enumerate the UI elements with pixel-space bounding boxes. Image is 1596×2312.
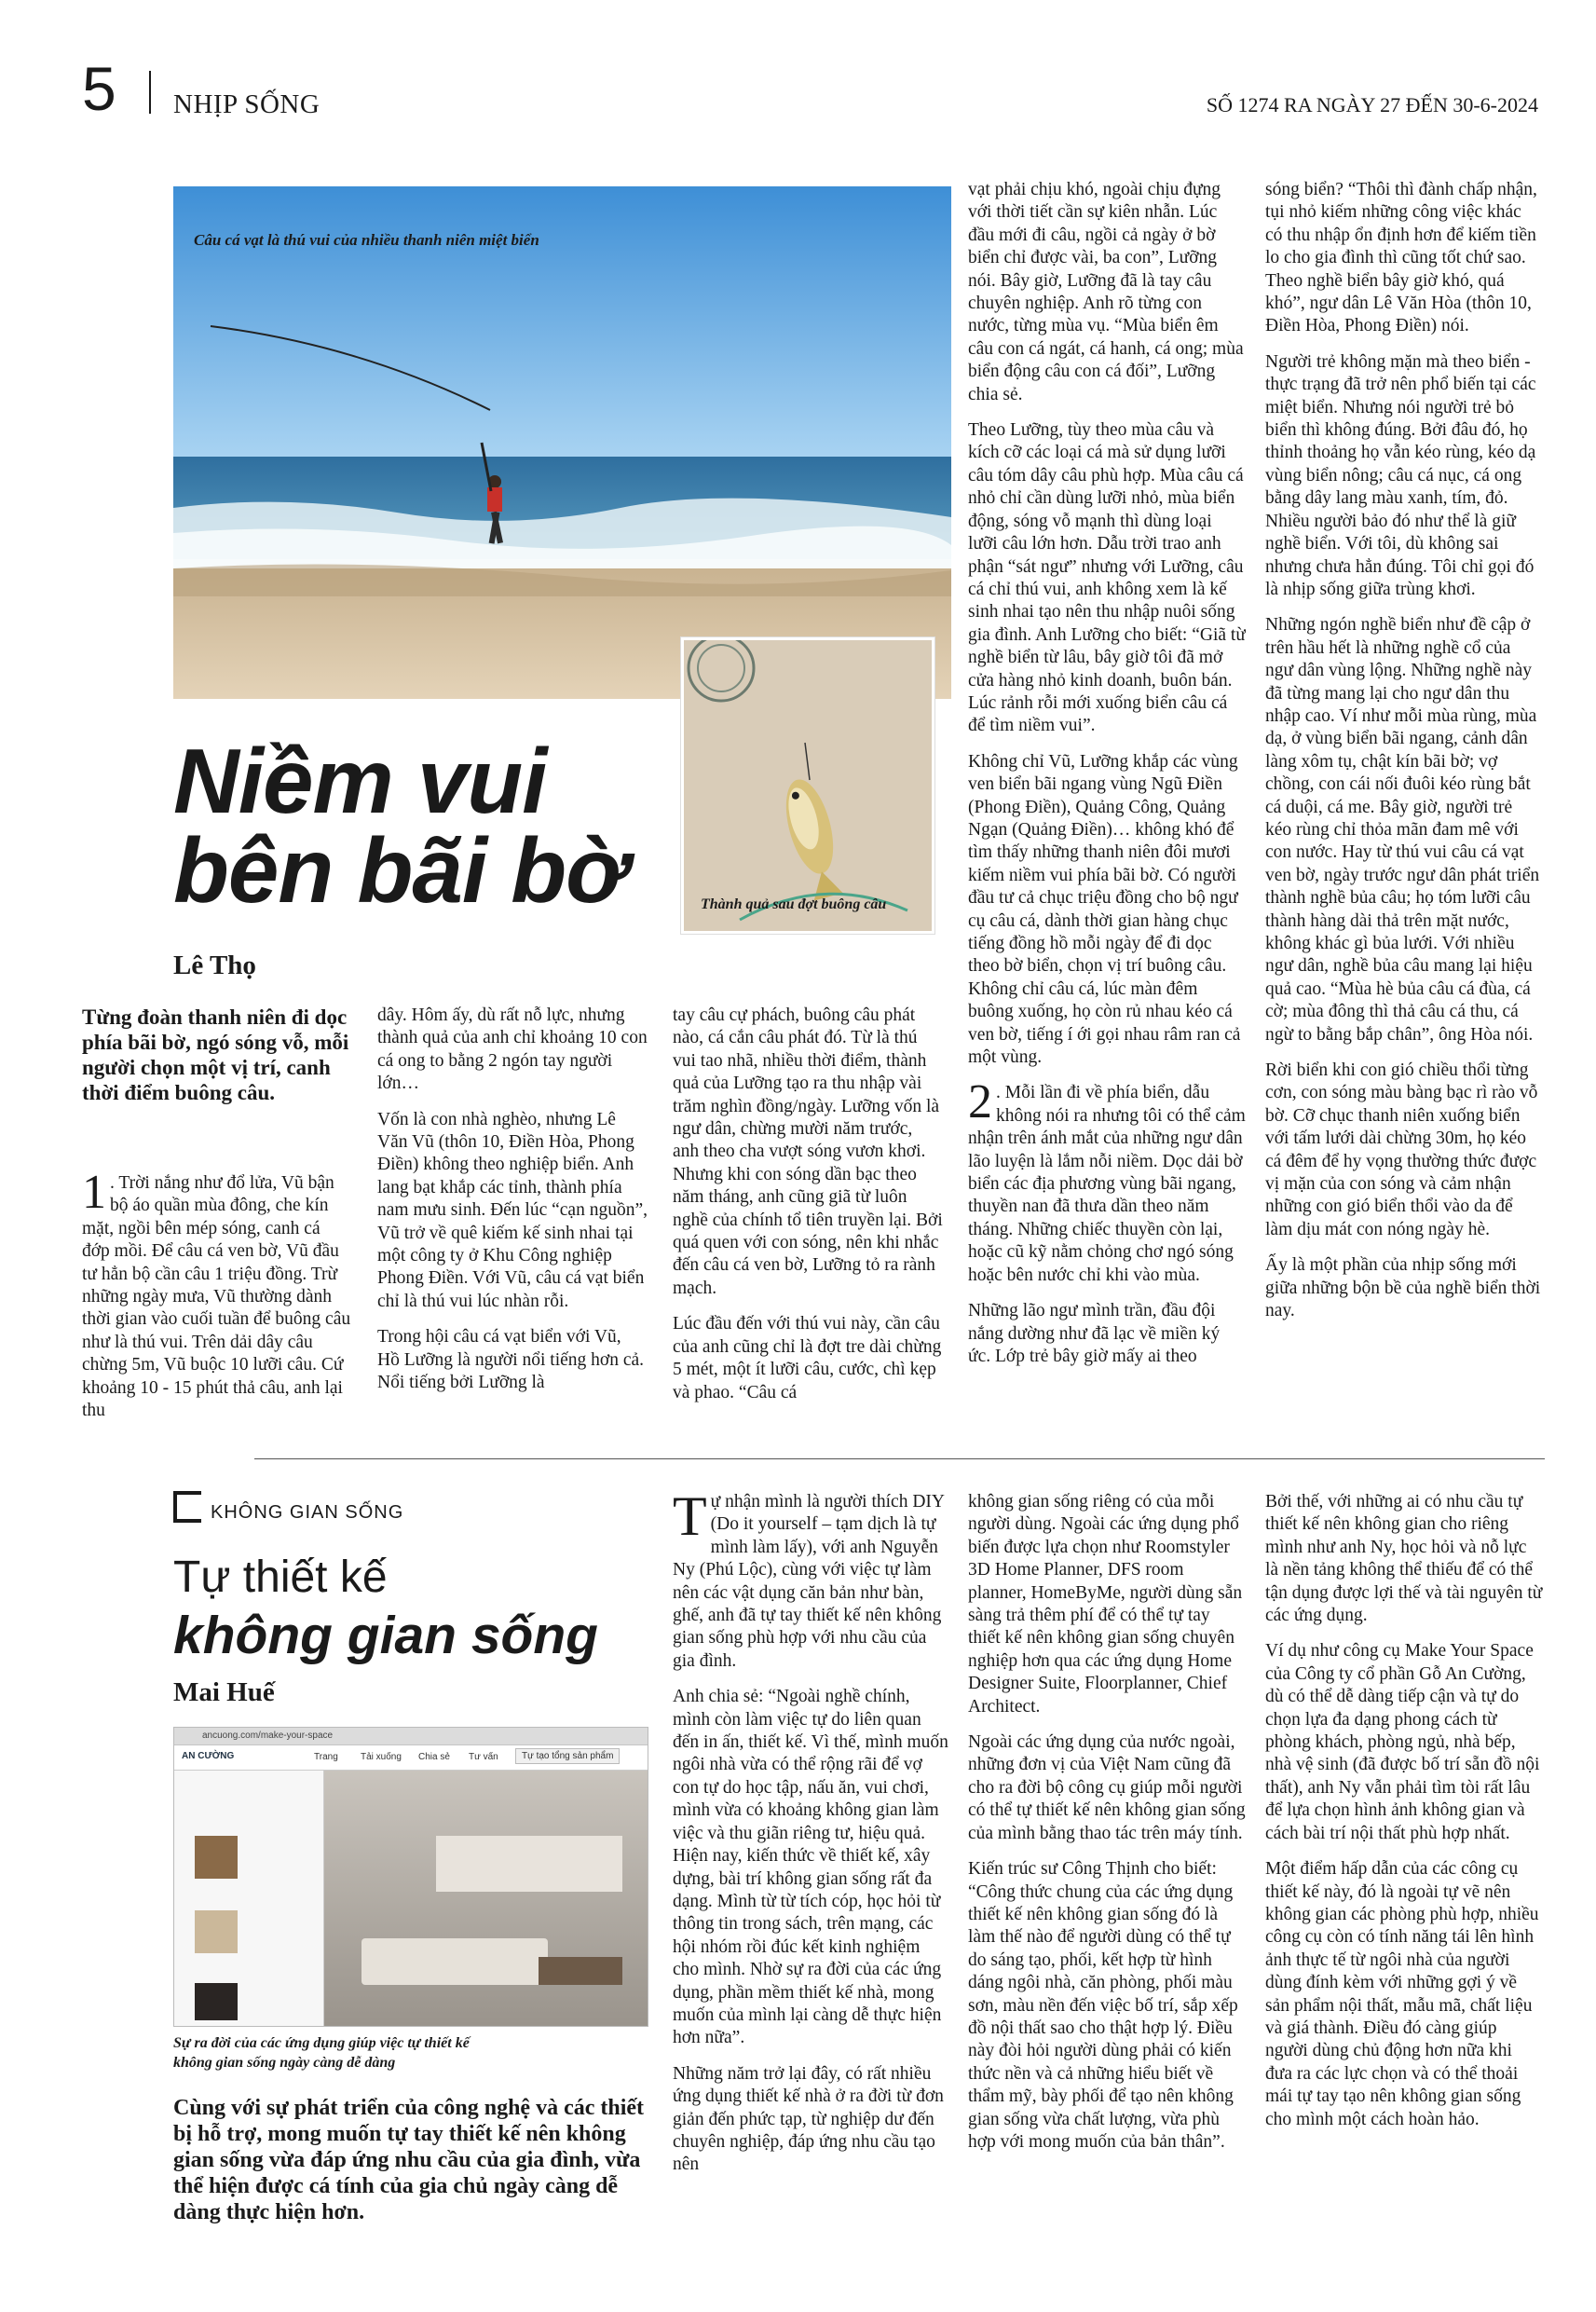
section-number-1: 1 (82, 1172, 106, 1219)
section-label: KHÔNG GIAN SỐNG (211, 1502, 404, 1523)
tab-create[interactable]: Tự tạo tổng sản phẩm (515, 1748, 620, 1764)
coffee-table (539, 1957, 622, 1985)
wood-swatch-3[interactable] (195, 1983, 238, 2020)
material-sidebar (174, 1771, 324, 2026)
article1-column-2: dây. Hôm ấy, dù rất nỗ lực, nhưng thành quả của anh chỉ khoảng 10 con cá ong to bằng 2 ngón tay người lớn… Vốn là con nhà nghèo, nhưng Lê Văn Vũ (thôn 10, Điền Hòa, Phong Điền) không theo nghiệp biển. Anh lang bạt khắp các tỉnh, thành phía nam mưu sinh. Đến lúc “cạn nguồn”, Vũ trở về quê kiếm kế sinh nhai tại một công ty ở Khu Công nghiệp Phong Điền. Với Vũ, câu cá vạt biển chỉ là thú vui lúc nhàn rỗi. Trong hội câu cá vạt biển với Vũ, Hồ Lưỡng là người nổi tiếng hơn cả. Nổi tiếng bởi Lưỡng là (377, 1006, 648, 1393)
article1-column-1: 1 . Trời nắng như đổ lửa, Vũ bận bộ áo quần mùa đông, che kín mặt, ngồi bên mép sóng, canh cá đớp mồi. Để câu cá ven bờ, Vũ đầu tư hẳn bộ cần câu 1 triệu đồng. Trừ những ngày mưa, Vũ thường dành thời gian vào cuối tuần để buông câu như là thú vui. Trên dải dây câu chừng 5m, Vũ buộc 10 lưỡi câu. Cứ khoảng 10 - 15 phút thả câu, anh lại thu (82, 1172, 351, 1421)
room-render-view (324, 1771, 648, 2026)
article-lead: Từng đoàn thanh niên đi dọc phía bãi bờ, ngó sóng vỗ, mỗi người chọn một vị trí, canh thời điểm buông câu. (82, 1006, 349, 1104)
section-label-frame (173, 1491, 201, 1523)
header-divider (149, 71, 151, 114)
wood-swatch-2[interactable] (195, 1910, 238, 1953)
tab-home[interactable]: Trang (314, 1752, 338, 1762)
article1-column-5: sóng biển? “Thôi thì đành chấp nhận, tụi nhỏ kiếm những công việc khác có thu nhập ổn định hơn để kiếm tiền lo cho gia đình thì cũng tốt chứ sao. Theo nghề biển bây giờ khó, quá khó”, ngư dân Lê Văn Hòa (thôn 10, Điền Hòa, Phong Điền) nói. Người trẻ không mặn mà theo biển - thực trạng đã trở nên phổ biến tại các miệt biển. Nhưng nói người trẻ bỏ biển thì không đúng. Bởi đâu đó, họ thỉnh thoảng họ vẫn kéo rùng, kéo dạ vùng biển nông; câu cá nục, cá ong bằng dây lang màu xanh, tím, đỏ. Nhiều người bảo đó như thể là giữ nghề biển. Với tôi, dù không sai nhưng chưa hẳn đúng. Tôi chỉ gọi đó là nhịp sống giữa trùng khơi. Những ngón nghề biển như đề cập ở trên hầu hết là những nghề cổ của ngư dân vùng lộng. Những nghề này đã từng mang lại cho ngư dân thu nhập cao. Ví như mỗi mùa rùng, mùa dạ, ở vùng biển bãi ngang, cảnh dân làng xôm tụ, chật kín bãi bờ; vợ chồng, con cái nối đuôi kéo rùng bắt cá duội, cá me. Bây giờ, người trẻ kéo rùng chỉ thỏa mãn đam mê với con nước. Hay từ thú vui câu cá vạt ven bờ, ngày trước ngư dân phát triển thành nghề bủa câu; họ tóm lưỡi câu thành hàng dài thả trên mặt nước, không khác gì bủa lưới. Với nhiều ngư dân, nghề bủa câu mang lại hiệu quả cao. “Mùa hè bủa câu cá đùa, cá cờ; mùa đông thì thả câu cá thu, cá ngừ to bằng bắp chân”, ông Hòa nói. Rời biển khi con gió chiều thổi từng cơn, con sóng màu bàng bạc rì rào vỗ bờ. Cỡ chục thanh niên xuống biển với tấm lưới dài chừng 30m, họ kéo cá đêm để hy vọng thường thức được vị mặn của con sóng và cảm nhận những con gió biển thổi vào da để làm dịu mát con nóng ngày hè. Ấy là một phần của nhịp sống mới giữa những bộn bề của nghề biển thời nay. (1265, 180, 1541, 1321)
wall-shelves (436, 1836, 622, 1892)
article2-column-3: Tự nhận mình là người thích DIY (Do it yourself – tạm dịch là tự mình làm lấy), với anh Nguyễn Ny (Phú Lộc), cùng với việc tự làm nên các vật dụng căn bản như bàn, ghế, anh đã tự tay thiết kế nên không gian sống phù hợp với nhu cầu của gia đình. Anh chia sẻ: “Ngoài nghề chính, mình còn làm việc tự do liên quan đến in ấn, thiết kế. Vì thế, mình muốn ngôi nhà vừa có thể rộng rãi để vợ con tự do học tập, nấu ăn, vui chơi, mình vừa có khoảng không gian làm việc và thu giãn riêng tư, hiệu quả. Hiện nay, kiến thức về thiết kế, xây dựng, bài trí không gian sống rất đa dạng. Mình từ từ tích cóp, học hỏi từ thông tin trong sách, trên mạng, các hội nhóm rồi đúc kết kinh nghiệm cho mình. Nhờ sự ra đời của các ứng dụng, phần mềm thiết kế nhà, mong muốn của mình lại càng dễ thực hiện hơn nữa”. Những năm trở lại đây, có rất nhiều ứng dụng thiết kế nhà ở ra đời từ đơn giản đến phức tạp, từ nghiệp dư đến chuyên nghiệp, đáp ứng nhu cầu tạo nên (673, 1491, 948, 2175)
page-number: 5 (82, 54, 116, 123)
headline-line-2: bên bãi bờ (173, 819, 626, 922)
screenshot-caption: Sự ra đời của các ứng dụng giúp việc tự thiết kế không gian sống ngày càng dễ dàng (173, 2035, 470, 2071)
wood-swatch-1[interactable] (195, 1836, 238, 1879)
tab-advice[interactable]: Tư vấn (469, 1752, 498, 1762)
article-divider (254, 1458, 1545, 1459)
design-app-screenshot (173, 1727, 648, 2027)
app-toolbar (174, 1745, 648, 1771)
dropcap: T (673, 1491, 707, 1547)
article-author: Lê Thọ (173, 951, 256, 980)
browser-address-bar: ancuong.com/make-your-space (174, 1728, 648, 1745)
sofa (361, 1938, 548, 1985)
headline-line-1: Niềm vui (173, 730, 547, 832)
article2-headline-line-1: Tự thiết kế (173, 1553, 388, 1602)
app-brand: AN CƯỜNG (182, 1751, 235, 1761)
article1-column-4: vạt phải chịu khó, ngoài chịu đựng với thời tiết cần sự kiên nhẫn. Lúc đầu mới đi câu, ngồi cả ngày ở bờ biển chỉ được vài, ba con”, Lưỡng nói. Bây giờ, Lưỡng đã là tay câu chuyên nghiệp. Anh rõ từng con nước, từng mùa vụ. “Mùa biển êm câu con cá ngát, cá hanh, cá ong; mùa biển động câu con cá đối”, Lưỡng chia sẻ. Theo Lưỡng, tùy theo mùa câu và kích cỡ các loại cá mà sử dụng lưỡi câu tóm dây câu phù hợp. Mùa câu cá nhỏ chỉ cần dùng lưỡi nhỏ, mùa biển động, sóng vỗ mạnh thì dùng loại lưỡi câu lớn hơn. Dẫu trời trao anh phận “sát ngư” nhưng với Lưỡng, câu cá chỉ thú vui, anh không xem là kế sinh nhai tạo nên thu nhập nuôi sống gia đình. Anh Lưỡng cho biết: “Giã từ nghề biển từ lâu, bây giờ tôi đã mở cửa hàng nhỏ kinh doanh, buôn bán. Lúc rảnh rỗi mới xuống biển câu cá để tìm niềm vui”. Không chỉ Vũ, Lưỡng khắp các vùng ven biển bãi ngang vùng Ngũ Điền (Phong Điền), Quảng Công, Quảng Ngạn (Quảng Điền)… không khó để tìm thấy những thanh niên đôi mươi kiếm niềm vui phía bãi bờ. Có người đầu tư cả chục triệu đồng cho bộ ngư cụ câu cá, dành thời gian hàng chục tiếng đồng hồ mỗi ngày để đi dọc theo bờ biển, chọn vị trí buông câu. Không chỉ câu cá, lúc màn đêm buông xuống, họ còn rủ nhau kéo cá ven bờ, tiếng í ới gọi nhau râm ran cả một vùng. 2 . Mỗi lần đi về phía biển, dẫu không nói ra nhưng tôi có thể cảm nhận trên ánh mắt của những ngư dân lão luyện là lắm nỗi niềm. Dọc dải bờ biển các địa phương vùng bãi ngang, thuyền nan đã thưa dần theo năm tháng. Những chiếc thuyền còn lại, hoặc cũ kỹ nằm chỏng chơ ngó sóng hoặc bên nước chỉ khi vào mùa. Những lão ngư mình trần, đầu đội nắng dường như đã lạc về miền ký ức. Lớp trẻ bây giờ mấy ai theo (968, 180, 1246, 1366)
section-name: NHỊP SỐNG (173, 89, 321, 119)
tab-download[interactable]: Tải xuống (361, 1752, 402, 1762)
article2-headline-line-2: không gian sống (173, 1606, 598, 1665)
tab-share[interactable]: Chia sẻ (418, 1752, 450, 1762)
article2-column-5: Bởi thế, với những ai có nhu cầu tự thiết kế nên không gian cho riêng mình như anh Ny, học hỏi và nỗ lực là nền tảng không thể thiếu để có thể tận dụng được lợi thế và tài nguyên từ các ứng dụng. Ví dụ như công cụ Make Your Space của Công ty cổ phần Gỗ An Cường, dù có thể dễ dàng tiếp cận và tự do chọn lựa đa dạng phong cách từ phòng khách, phòng ngủ, nhà bếp, nhà vệ sinh (đã được bố trí sẵn đồ nội thất), anh Ny vẫn phải tìm tòi rất lâu để lựa chọn hình ảnh không gian và cách bài trí nội thất phù hợp nhất. Một điểm hấp dẫn của các công cụ thiết kế này, đó là ngoài tự vẽ nên không gian các phòng phù hợp, nhiều công cụ còn có tính năng tái lên hình ảnh thực tế từ ngôi nhà của người dùng đính kèm với những gợi ý về sản phẩm nội thất, mẫu mã, chất liệu và giá thành. Điều đó càng giúp người dùng chủ động hơn nữa khi đưa ra các lực chọn và có thể thoải mái tự tay tạo nên không gian sống cho mình một cách hoàn hảo. (1265, 1492, 1543, 2129)
fish-catch-photo (681, 637, 934, 934)
article-headline (173, 730, 695, 922)
inset-photo-caption: Thành quả sau đợt buông câu (701, 896, 887, 912)
article1-column-3: tay câu cự phách, buông câu phát nào, cá cắn câu phát đó. Từ là thú vui tao nhã, nhiều thời điểm, thành quả của Lưỡng tạo ra thu nhập vài trăm nghìn đồng/ngày. Lưỡng vốn là ngư dân, chừng mười năm trước, anh theo cha vượt sóng vươn khơi. Nhưng khi con sóng dần bạc theo năm tháng, anh cũng giã từ luôn nghề của chính tổ tiên truyền lại. Bởi quá quen với con sóng, nên khi nhắc đến câu cá ven bờ, Lưỡng tỏ ra rành mạch. Lúc đầu đến với thú vui này, cần câu của anh cũng chỉ là đợt tre dài chừng 5 mét, một ít lưỡi câu, cước, chì kẹp và phao. “Câu cá (673, 1006, 943, 1402)
section-number-2: 2 (968, 1075, 992, 1129)
article2-author: Mai Huế (173, 1677, 275, 1707)
beach-fishing-photo (173, 186, 951, 699)
main-photo-caption: Câu cá vạt là thú vui của nhiều thanh niên miệt biển (194, 231, 539, 249)
issue-info: SỐ 1274 RA NGÀY 27 ĐẾN 30-6-2024 (1206, 93, 1538, 116)
article2-column-4: không gian sống riêng có của mỗi người dùng. Ngoài các ứng dụng phổ biến được lựa chọn như Roomstyler 3D Home Planner, DFS room planner, HomeByMe, người dùng sẵn sàng trả thêm phí để có thể tự tay thiết kế nên không gian sống chuyên nghiệp hơn qua các ứng dụng Home Designer Suite, Floorplanner, Chief Architect. Ngoài các ứng dụng của nước ngoài, những đơn vị của Việt Nam cũng đã cho ra đời bộ công cụ giúp mỗi người có thể tự thiết kế nên không gian sống của mình bằng thao tác trên máy tính. Kiến trúc sư Công Thịnh cho biết: “Công thức chung của các ứng dụng thiết kế nên không gian sống đó là làm thế nào để người dùng có thể tự do sáng tạo, phối, kết hợp từ hình dáng ngôi nhà, căn phòng, phối màu sơn, màu nền đến việc bố trí, sắp xếp đồ nội thất sao cho thật hợp lý. Điều này đòi hỏi người dùng phải có kiến thức nền và cả những hiểu biết về thẩm mỹ, bày phối để tạo nên không gian sống vừa chất lượng, vừa phù hợp với mong muốn của bản thân”. (968, 1492, 1246, 2152)
article2-lead: Cùng với sự phát triển của công nghệ và các thiết bị hỗ trợ, mong muốn tự tay thiết kế nên không gian sống vừa đáp ứng nhu cầu của gia đình, vừa thể hiện được cá tính của gia chủ ngày càng dễ dàng thực hiện hơn. (173, 2096, 645, 2224)
